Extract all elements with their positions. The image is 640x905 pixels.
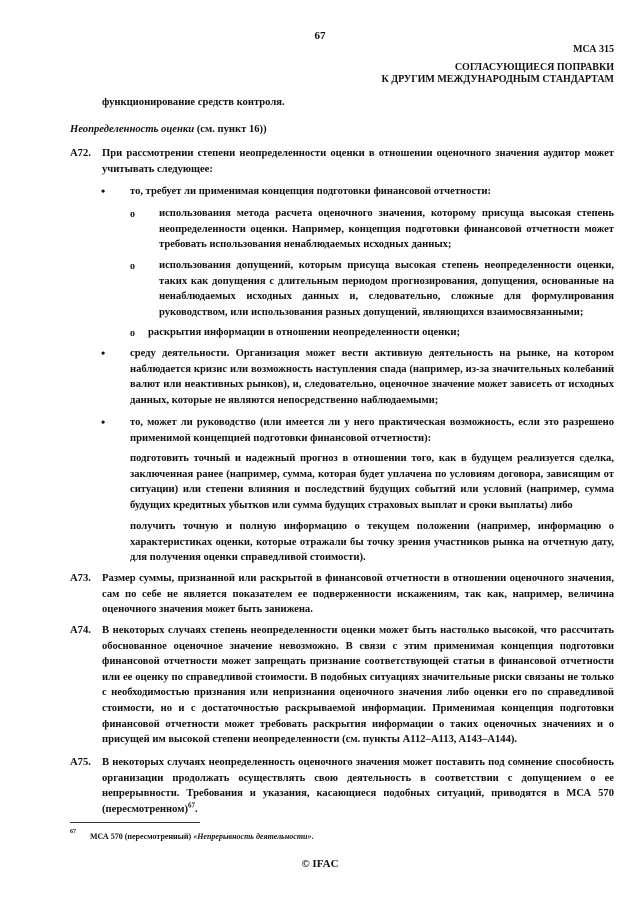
a72-bullet2: среду деятельности. Организация может вести активную деятельность на рынке, на котором наблюдается кризис или возможность наступления спада (например, из-за значительных колебаний валют или неактивных рынков), и, следовательно, оценочное значение может зависеть от исходных данных, которые не являются непосредственно наблюдаемыми; — [130, 348, 614, 406]
section-title-rest: (см. пункт 16)) — [194, 124, 267, 135]
footnote-text — [90, 832, 314, 841]
paragraph-label-a73: A73. — [70, 573, 91, 584]
a72-intro: При рассмотрении степени неопределенности оценки в отношении оценочного значения аудитор может учитывать следующее: — [102, 148, 614, 175]
footnote-ref: 67 — [187, 801, 195, 810]
paragraph-label-a72: A72. — [70, 148, 91, 159]
bullet-dot-icon: • — [101, 184, 106, 198]
standard-code: МСА 315 — [573, 44, 614, 55]
footnote-text-italic: «Непрерывность деятельности» — [193, 832, 312, 841]
a75-body: В некоторых случаях неопределенность оценочного значения может поставить под сомнение способность организации продолжать осуществлять свою деятельность в соответствии с допущением о ее непрерывности. Требования и указания, касающиеся подобных ситуаций, приводятся в МСА 570 (пересмотренном) — [102, 757, 614, 815]
footnote-divider — [70, 822, 200, 823]
section-title-italic: Неопределенность оценки — [70, 124, 195, 135]
a73-text: Размер суммы, признанной или раскрытой в финансовой отчетности в отношении оценочного значения, сам по себе не является показателем ее подверженности искажениям, так как, например, величина оценочного значения может быть занижена. — [102, 573, 614, 616]
paragraph-label-a75: A75. — [70, 757, 91, 768]
circle-bullet-icon: o — [130, 328, 135, 339]
footnote-number: 67 — [70, 829, 76, 835]
a72-sub3: раскрытия информации в отношении неопределенности оценки; — [148, 327, 461, 338]
circle-bullet-icon: o — [130, 261, 135, 272]
paragraph-label-a74: A74. — [70, 625, 91, 636]
a72-continuation1: подготовить точный и надежный прогноз в отношении того, как в будущем реализуется сделка, заключенная ранее (например, сумма, которая будет уплачена по условиям договора, зависящим от ситуации) или степени влияния и последствий будущих событий или условий (например, сумма будущих кредитных убытков или сумма будущих страховых выплат и сроки выплаты) либо — [130, 453, 614, 511]
carry-over-text: функционирование средств контроля. — [102, 97, 285, 108]
page-footer: © IFAC — [301, 858, 339, 870]
page-number: 67 — [314, 30, 326, 42]
footnote-text-plain: МСА 570 (пересмотренный) — [90, 832, 194, 841]
a72-sub2: использования допущений, которым присуща высокая степень неопределенности оценки, таких как допущения с длительным периодом прогнозирования, допущения, основанные на ненаблюдаемых исходных данных и, следовательно, сложные для формулирования руководством, или использования разных допущений, являющихся взаимосвязанными; — [159, 260, 614, 318]
circle-bullet-icon: o — [130, 209, 135, 220]
bullet-dot-icon: • — [101, 346, 106, 360]
header-title-line1: СОГЛАСУЮЩИЕСЯ ПОПРАВКИ — [454, 62, 614, 73]
a72-sub1: использования метода расчета оценочного значения, которому присуща высокая степень неопределенности оценки. Например, концепция подготовки финансовой отчетности может требовать использования ненаблюдаемых исходных данных; — [159, 208, 614, 251]
header-title-line2: К ДРУГИМ МЕЖДУНАРОДНЫМ СТАНДАРТАМ — [381, 74, 614, 85]
a74-text: В некоторых случаях степень неопределенности оценки может быть настолько высокой, что рассчитать обоснованное оценочное значение невозможно. В связи с этим применимая концепция подготовки финансовой отчетности может запрещать признание соответствующей статьи в финансовой отчетности или ее оценку по справедливой стоимости. В подобных ситуациях значительные риски связаны не только с необходимостью признания или непризнания оценочного значения либо оценки его по справедливой стоимости, но и с достаточностью раскрываемой информации. Применимая концепция подготовки финансовой отчетности может требовать раскрытия информации о таких оценочных значениях и о присущей им высокой степени неопределенности (см. пункты A112–A113, A143–A144). — [102, 625, 614, 746]
a72-bullet1: то, требует ли применимая концепция подготовки финансовой отчетности: — [130, 186, 491, 197]
section-title — [70, 122, 570, 138]
a72-bullet3: то, может ли руководство (или имеется ли у него практическая возможность, если это разрешено применимой концепцией подготовки финансовой отчетности): — [130, 417, 614, 444]
a75-text: В некоторых случаях неопределенность оценочного значения может поставить под сомнение способность организации продолжать осуществлять свою деятельность в соответствии с допущением о ее непрерывности. Требования и указания, касающиеся подобных ситуаций, приводятся в МСА 570 (пересмотренном)$^{67}$. — [102, 757, 614, 815]
a72-continuation2: получить точную и полную информацию о текущем положении (например, информацию о характеристиках оценки, которые отражали бы точку зрения участников рынка на отчетную дату, для получения оценки справедливой стоимости). — [130, 521, 614, 564]
footnote-text-end: . — [311, 832, 314, 841]
bullet-dot-icon: • — [101, 415, 106, 429]
